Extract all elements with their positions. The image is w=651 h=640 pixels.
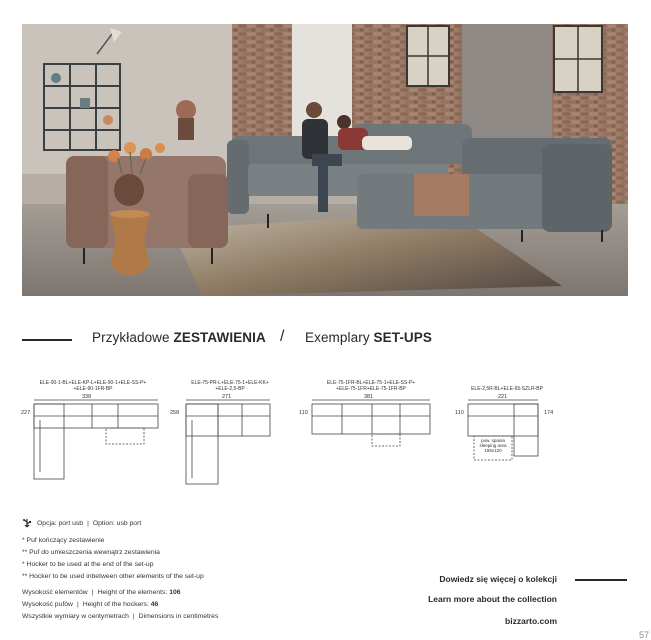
setup-width: 271	[222, 394, 232, 400]
learn-more-en: Learn more about the collection	[428, 594, 557, 604]
setup-plan-2	[170, 380, 290, 490]
setup-diagram-2	[170, 380, 290, 490]
setup-width: 381	[364, 394, 374, 400]
footnotes	[22, 517, 352, 623]
learn-more-pl-row	[397, 572, 627, 586]
usb-en: Option: usb port	[92, 519, 142, 527]
learn-more-pl: Dowiedz się więcej o kolekcji	[439, 574, 557, 584]
elements-height: Wysokość elementów | Height of the elements: 106	[22, 589, 181, 596]
note-4: ** Hocker to be used inbetween other elements of the set-up	[22, 573, 204, 580]
heading-rule	[22, 339, 72, 341]
setup-diagram-4	[452, 380, 562, 470]
usb-pl: Opcja: port usb	[37, 519, 84, 527]
setup-width: 338	[82, 394, 92, 400]
setup-height: 110	[299, 410, 308, 416]
dimensions-note: Wszystkie wymiary w centymetrach | Dimensions in centimetres	[22, 613, 219, 620]
setups-heading	[22, 328, 628, 350]
learn-more-rule	[575, 579, 627, 581]
usb-sep: |	[87, 519, 89, 527]
setup-plan-4	[452, 380, 562, 470]
usb-option	[22, 517, 352, 529]
setup-plan-3	[296, 380, 446, 460]
setup-height-right: 174	[544, 410, 554, 416]
setup-width: 221	[498, 394, 508, 400]
note-3: * Hocker to be used at the end of the set-up	[22, 561, 154, 568]
usb-icon	[22, 518, 32, 528]
setup-plan-1	[18, 380, 168, 490]
setup-height: 227	[21, 410, 31, 416]
setup-height-left: 110	[455, 410, 464, 416]
setup-code: ELE-90-1-BL+ELE-KP-L+ELE-90-1+ELE-SS-P+ +ELE-90-1FR-BP	[39, 380, 147, 392]
note-2: ** Puf do umieszczenia wewnątrz zestawienia	[22, 549, 160, 556]
setup-code: ELE-2,5R-BL+ELE-65-SZLR-BP	[471, 386, 543, 392]
showroom-photo	[22, 24, 628, 296]
learn-more	[397, 572, 627, 628]
note-1: * Puf kończący zestawienie	[22, 537, 105, 544]
living-room-image	[22, 24, 628, 296]
sleeping-area-label: pow. spania sleeping area 195x120	[479, 438, 507, 453]
heading-pl: Przykładowe ZESTAWIENIA	[92, 330, 266, 345]
setup-code: ELE-75-PR-L+ELE-75-1+ELE-KK+ +ELE-2,5-BP	[191, 380, 269, 392]
setup-diagram-3	[296, 380, 446, 460]
setup-code: ELE-75-1FR-BL+ELE-75-1+ELE-SS-P+ +ELE-75-1FR+ELE-75-1FR-BP	[326, 380, 416, 392]
setup-diagram-1	[18, 380, 168, 490]
heading-slash: /	[280, 328, 285, 345]
setup-height: 258	[170, 410, 180, 416]
website-link[interactable]: bizzarto.com	[505, 616, 557, 626]
page-number: 57	[638, 630, 649, 640]
hockers-height: Wysokość pufów | Height of the hockers: 46	[22, 601, 159, 608]
heading-en: Exemplary SET-UPS	[305, 330, 432, 345]
